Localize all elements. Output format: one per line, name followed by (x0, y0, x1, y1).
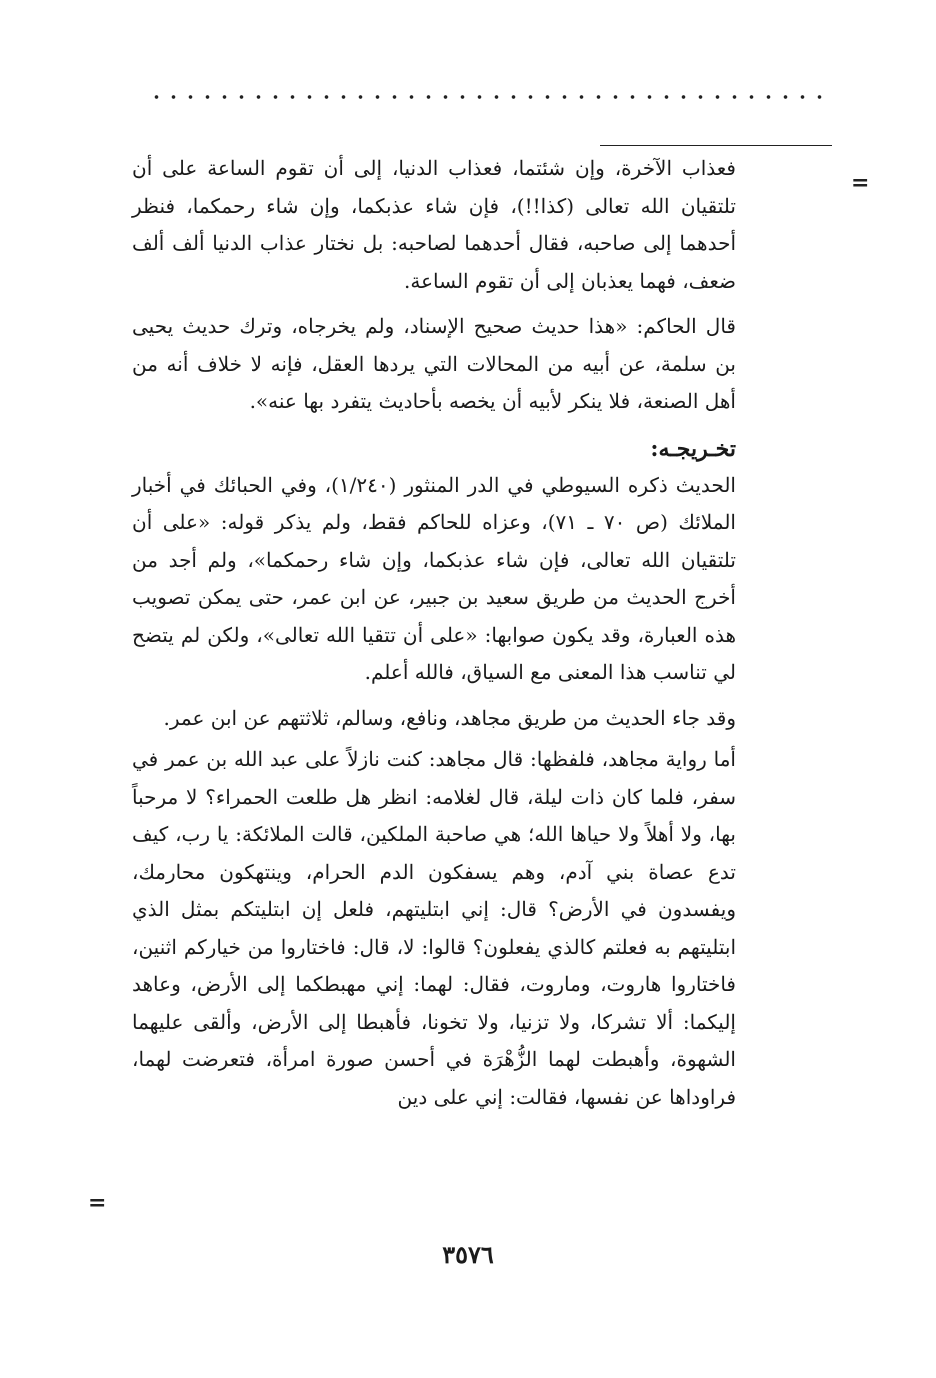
continuation-mark-top: = (851, 170, 870, 196)
dotted-separator (148, 93, 828, 101)
paragraph-takhrij: الحديث ذكره السيوطي في الدر المنثور (١/٢٤٠)، وفي الحبائك في أخبار الملائك (ص ٧٠ ـ ٧١)، وعزاه للحاكم فقط، ولم يذكر قوله: «على أن تلتقيان الله تعالى، فإن شاء عذبكما، وإن شاء رحمكما»، ولم أجد من أخرج الحديث من طريق سعيد بن جبير، عن ابن عمر، حتى يمكن تصويب هذه العبارة، وقد يكون صوابها: «على أن تتقيا الله تعالى»، ولكن لم يتضح لي تناسب هذا المعنى مع السياق، فالله أعلم. (132, 472, 736, 684)
paragraph-mujahid-narration: أما رواية مجاهد، فلفظها: قال مجاهد: كنت نازلاً على عبد الله بن عمر في سفر، فلما كان ذات ليلة، قال لغلامه: انظر هل طلعت الحمراء؟ لا مرحباً بها، ولا أهلاً ولا حياها الله؛ هي صاحبة الملكين، قالت الملائكة: يا رب، كيف تدع عصاة بني آدم، وهم يسفكون الدم الحرام، وينتهكون محارمك، ويفسدون في الأرض؟ قال: إني ابتليتهم، فلعل إن ابتليتكم بمثل الذي ابتليتهم به فعلتم كالذي يفعلون؟ قالوا: لا، قال: فاختاروا من خياركم اثنين، فاختاروا هاروت، وماروت، فقال: لهما: إني مهبطكما إلى الأرض، وعاهد إليكما: ألا تشركا، ولا تزنيا، ولا تخونا، فأهبطا إلى الأرض، وألقى عليهما الشهوة، وأهبطت لهما الزُّهْرَة في أحسن صورة امرأة، فتعرضت لهما، فراوداها عن نفسها، فقالت: إني على دين (132, 747, 736, 1109)
footnote-separator-line (600, 145, 832, 146)
paragraph-hakim-comment: قال الحاكم: «هذا حديث صحيح الإسناد، ولم يخرجاه، وترك حديث يحيى بن سلمة، عن أبيه من المحالات التي يردها العقل، فإنه لا خلاف أنه من أهل الصنعة، فلا ينكر لأبيه أن يخصه بأحاديث يتفرد بها عنه». (132, 314, 736, 413)
continuation-mark-bottom: = (88, 1190, 107, 1216)
page-number: ٣٥٧٦ (442, 1240, 494, 1269)
paragraph-hadith-ending: فعذاب الآخرة، وإن شئتما، فعذاب الدنيا، إلى أن تقوم الساعة على أن تلتقيان الله تعالى (كذا!!)، فإن شاء عذبكما، وإن شاء رحمكما، فنظر أحدهما إلى صاحبه، فقال أحدهما لصاحبه: بل نختار عذاب الدنيا ألف ألف ضعف، فهما يعذبان إلى أن تقوم الساعة. (132, 156, 736, 293)
section-heading-takhrij: تخـريجـه: (650, 435, 736, 462)
footnote-text-block (132, 150, 736, 1124)
paragraph-chains: وقد جاء الحديث من طريق مجاهد، ونافع، وسالم، ثلاثتهم عن ابن عمر. (163, 705, 736, 730)
